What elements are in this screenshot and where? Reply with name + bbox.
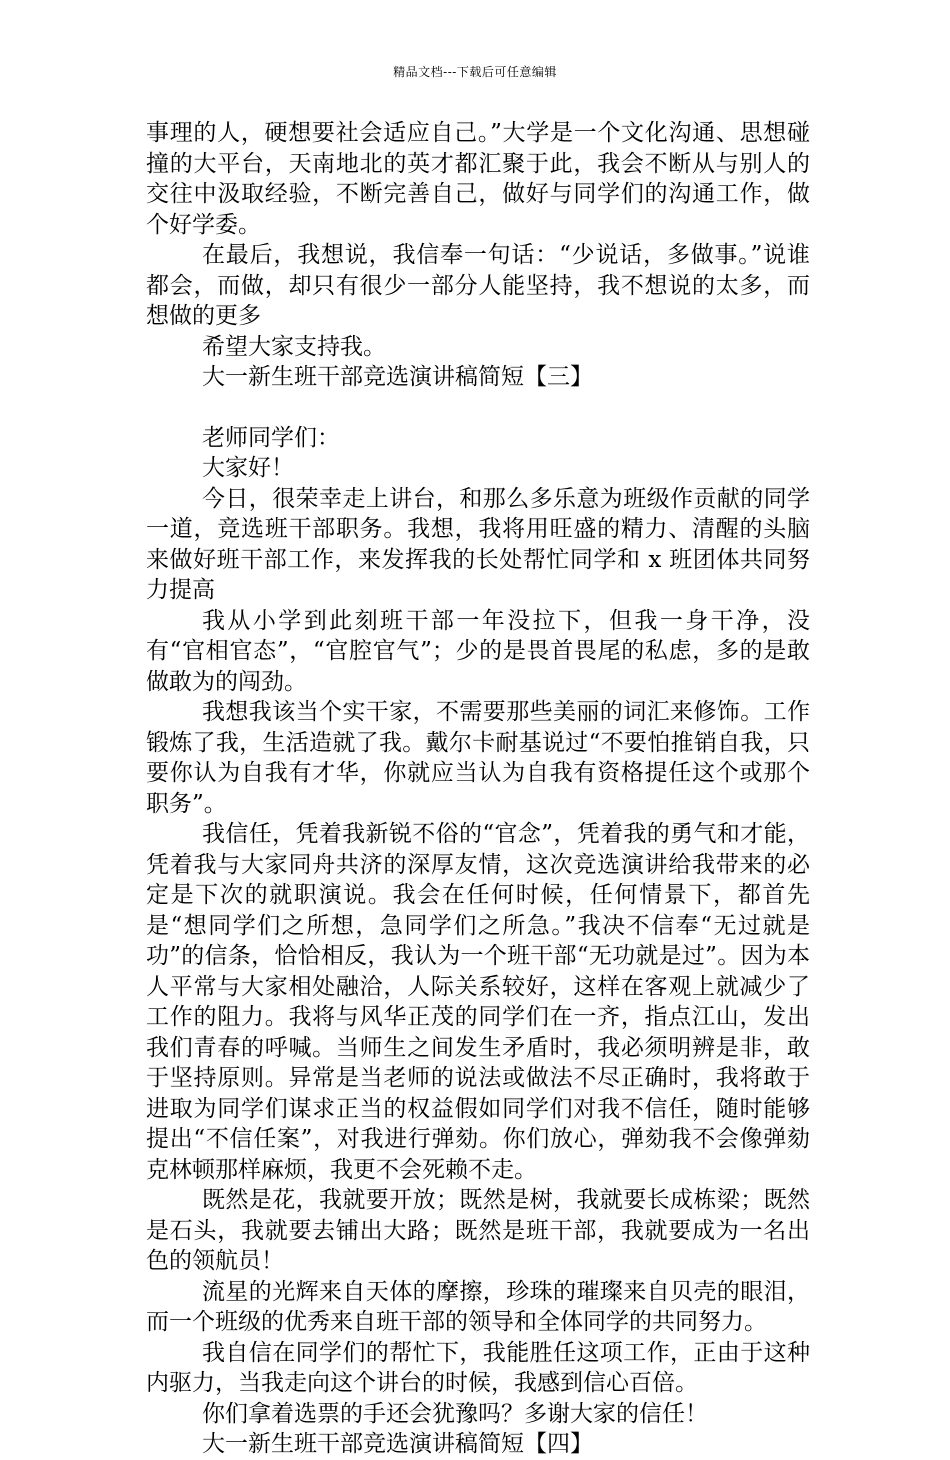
paragraph-1: 事理的人，硬想要社会适应自己。”大学是一个文化沟通、思想碰撞的大平台，天南地北的英才都汇聚于此，我会不断从与别人的交往中汲取经验，不断完善自己，做好与同学们的沟通工作，做个好学委。	[146, 120, 810, 238]
paragraph-10: 我信任，凭着我新锐不俗的“官念”，凭着我的勇气和才能，凭着我与大家同舟共济的深厚友情，这次竞选演讲给我带来的必定是下次的就职演说。我会在任何时候，任何情景下，都首先是“想同学们之所想，急同学们之所急。”我决不信奉“无过就是功”的信条，恰恰相反，我认为一个班干部“无功就是过”。因为本人平常与大家相处融洽，人际关系较好，这样在客观上就减少了工作的阻力。我将与风华正茂的同学们在一齐，指点江山，发出我们青春的呼喊。当师生之间发生矛盾时，我必须明辨是非，敢于坚持原则。异常是当老师的说法或做法不尽正确时，我将敢于进取为同学们谋求正当的权益假如同学们对我不信任，随时能够提出“不信任案”，对我进行弹劾。你们放心，弹劾我不会像弹劾克林顿那样麻烦，我更不会死赖不走。	[146, 821, 810, 1183]
paragraph-11: 既然是花，我就要开放；既然是树，我就要长成栋梁；既然是石头，我就要去铺出大路；既然是班干部，我就要成为一名出色的领航员！	[146, 1187, 810, 1274]
greeting: 大家好！	[202, 455, 294, 481]
paragraph-2: 在最后，我想说，我信奉一句话：“少说话，多做事。”说谁都会，而做，却只有很少一部分人能坚持，我不想说的太多，而想做的更多	[146, 242, 810, 329]
section-heading-3: 大一新生班干部竞选演讲稿简短【三】	[202, 364, 593, 390]
paragraph-7: 今日，很荣幸走上讲台，和那么多乐意为班级作贡献的同学一道，竞选班干部职务。我想，我将用旺盛的精力、清醒的头脑来做好班干部工作，来发挥我的长处帮忙同学和 x 班团体共同努力提高	[146, 485, 810, 603]
paragraph-13: 我自信在同学们的帮忙下，我能胜任这项工作，正由于这种内驱力，当我走向这个讲台的时候，我感到信心百倍。	[146, 1339, 810, 1396]
paragraph-9: 我想我该当个实干家，不需要那些美丽的词汇来修饰。工作锻炼了我，生活造就了我。戴尔卡耐基说过“不要怕推销自我，只要你认为自我有才华，你就应当认为自我有资格提任这个或那个职务”。	[146, 699, 810, 817]
paragraph-12: 流星的光辉来自天体的摩擦，珍珠的璀璨来自贝壳的眼泪，而一个班级的优秀来自班干部的领导和全体同学的共同努力。	[146, 1278, 810, 1335]
paragraph-8: 我从小学到此刻班干部一年没拉下，但我一身干净，没有“官相官态”，“官腔官气”；少的是畏首畏尾的私虑，多的是敢做敢为的闯劲。	[146, 607, 810, 695]
paragraph-3: 希望大家支持我。	[202, 333, 386, 360]
page-header: 精品文档---下载后可任意编辑	[393, 65, 557, 79]
paragraph-14: 你们拿着选票的手还会犹豫吗？多谢大家的信任！	[202, 1400, 708, 1427]
blank-line	[146, 393, 810, 423]
section-heading-4: 大一新生班干部竞选演讲稿简短【四】	[202, 1431, 593, 1457]
document-body	[146, 118, 810, 1460]
salutation: 老师同学们：	[202, 424, 340, 451]
